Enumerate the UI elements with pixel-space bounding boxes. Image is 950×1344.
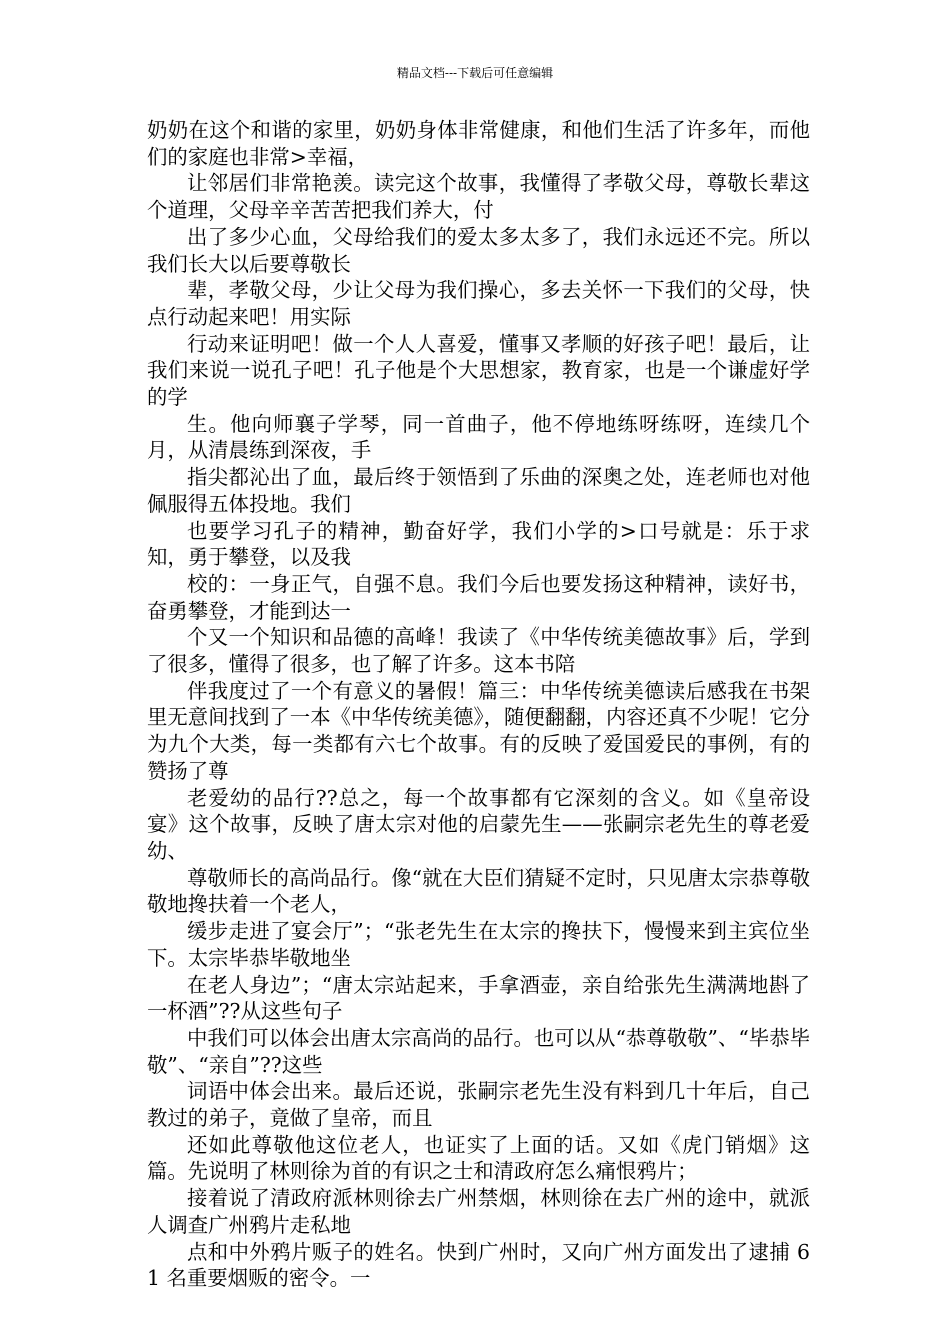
paragraph: 尊敬师长的高尚品行。像“就在大臣们猜疑不定时，只见唐太宗恭尊敬敬地搀扶着一个老人，: [147, 865, 810, 917]
paragraph: 在老人身边”；“唐太宗站起来，手拿酒壶，亲自给张先生满满地斟了一杯酒”??从这些句子: [147, 972, 810, 1024]
paragraph: 点和中外鸦片贩子的姓名。快到广州时，又向广州方面发出了逮捕 61 名重要烟贩的密令。一: [147, 1239, 810, 1291]
paragraph: 老爱幼的品行??总之，每一个故事都有它深刻的含义。如《皇帝设宴》这个故事，反映了唐太宗对他的启蒙先生——张嗣宗老先生的尊老爱幼、: [147, 785, 810, 863]
paragraph: 让邻居们非常艳羡。读完这个故事，我懂得了孝敬父母，尊敬长辈这个道理，父母辛辛苦苦把我们养大，付: [147, 171, 810, 223]
paragraph: 伴我度过了一个有意义的暑假！篇三：中华传统美德读后感我在书架里无意间找到了一本《中华传统美德》，随便翻翻，内容还真不少呢！它分为九个大类，每一类都有六七个故事。有的反映了爱国爱民的事例，有的赞扬了尊: [147, 678, 810, 783]
paragraph: 词语中体会出来。最后还说，张嗣宗老先生没有料到几十年后，自己教过的弟子，竟做了皇帝，而且: [147, 1079, 810, 1131]
paragraph: 中我们可以体会出唐太宗高尚的品行。也可以从“恭尊敬敬”、“毕恭毕敬”、“亲自”??这些: [147, 1025, 810, 1077]
paragraph: 生。他向师襄子学琴，同一首曲子，他不停地练呀练呀，连续几个月，从清晨练到深夜，手: [147, 411, 810, 463]
page-header: 精品文档---下载后可任意编辑: [396, 66, 554, 80]
paragraph: 辈，孝敬父母，少让父母为我们操心，多去关怀一下我们的父母，快点行动起来吧！用实际: [147, 278, 810, 329]
paragraph: 接着说了清政府派林则徐去广州禁烟，林则徐在去广州的途中，就派人调查广州鸦片走私地: [147, 1186, 810, 1237]
paragraph: 缓步走进了宴会厅”；“张老先生在太宗的搀扶下，慢慢来到主宾位坐下。太宗毕恭毕敬地坐: [147, 919, 810, 970]
document-body: [147, 117, 810, 1292]
paragraph: 还如此尊敬他这位老人，也证实了上面的话。又如《虎门销烟》这篇。先说明了林则徐为首的有识之士和清政府怎么痛恨鸦片；: [147, 1132, 810, 1184]
paragraph: 指尖都沁出了血，最后终于领悟到了乐曲的深奥之处，连老师也对他佩服得五体投地。我们: [147, 465, 810, 516]
paragraph: 校的：一身正气，自强不息。我们今后也要发扬这种精神，读好书，奋勇攀登，才能到达一: [147, 571, 810, 623]
paragraph: 出了多少心血，父母给我们的爱太多太多了，我们永远还不完。所以我们长大以后要尊敬长: [147, 224, 810, 276]
paragraph: 奶奶在这个和谐的家里，奶奶身体非常健康，和他们生活了许多年，而他们的家庭也非常>幸福，: [147, 118, 810, 169]
paragraph: 个又一个知识和品德的高峰！我读了《中华传统美德故事》后，学到了很多，懂得了很多，也了解了许多。这本书陪: [147, 625, 810, 677]
paragraph: 也要学习孔子的精神，勤奋好学，我们小学的>口号就是：乐于求知，勇于攀登，以及我: [147, 518, 810, 570]
paragraph: 行动来证明吧！做一个人人喜爱，懂事又孝顺的好孩子吧！最后，让我们来说一说孔子吧！孔子他是个大思想家，教育家，也是一个谦虚好学的学: [147, 331, 810, 410]
